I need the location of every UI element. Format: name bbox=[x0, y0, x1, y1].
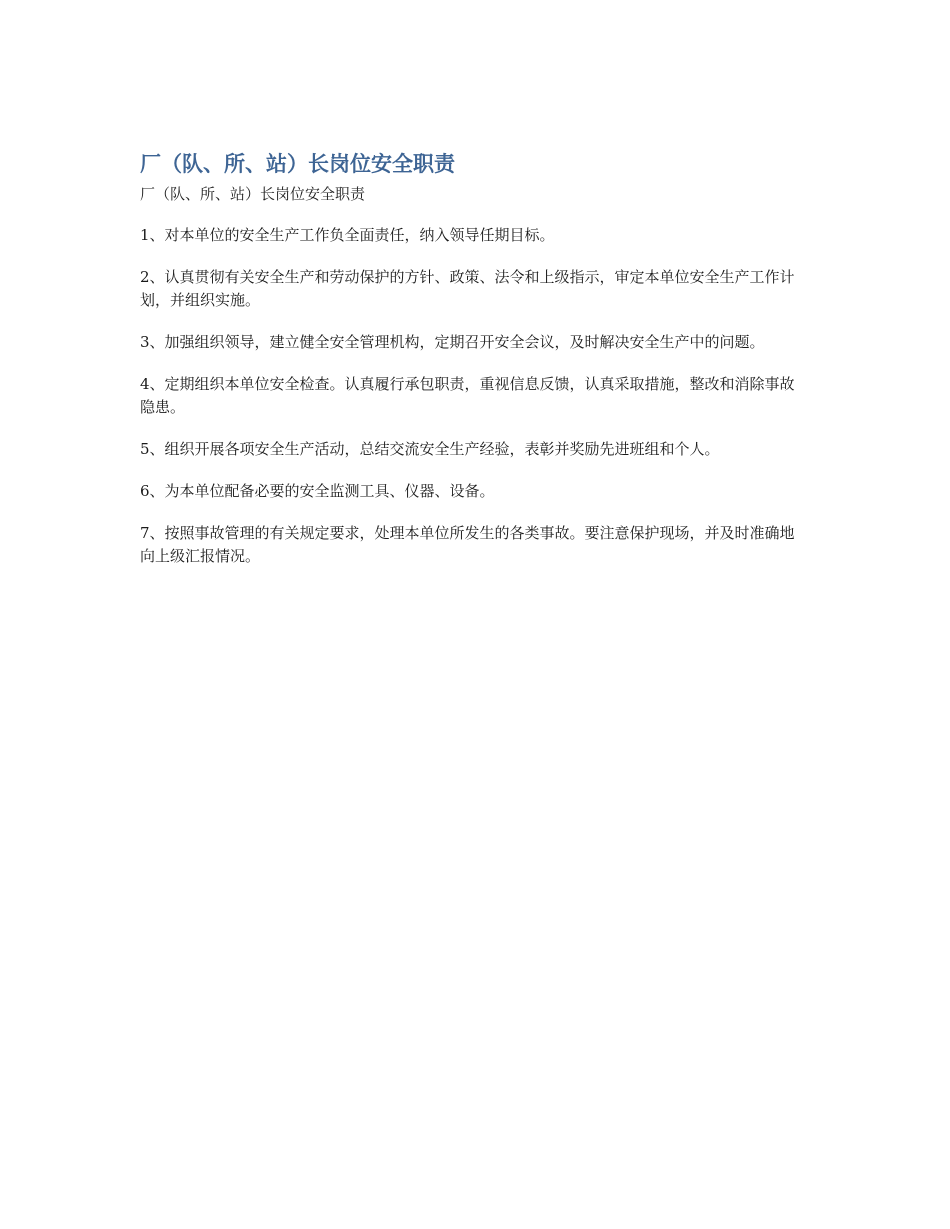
clause-item: 4、定期组织本单位安全检查。认真履行承包职责，重视信息反馈，认真采取措施，整改和消除事故隐患。 bbox=[140, 375, 795, 416]
clause-item: 6、为本单位配备必要的安全监测工具、仪器、设备。 bbox=[140, 482, 495, 500]
clause-item: 2、认真贯彻有关安全生产和劳动保护的方针、政策、法令和上级指示，审定本单位安全生产工作计划，并组织实施。 bbox=[140, 268, 795, 309]
clause-item: 3、加强组织领导，建立健全安全管理机构，定期召开安全会议，及时解决安全生产中的问题。 bbox=[140, 333, 765, 351]
document-subtitle: 厂（队、所、站）长岗位安全职责 bbox=[140, 185, 366, 203]
clause-item: 1、对本单位的安全生产工作负全面责任，纳入领导任期目标。 bbox=[140, 226, 555, 244]
clause-item: 7、按照事故管理的有关规定要求，处理本单位所发生的各类事故。要注意保护现场，并及时准确地向上级汇报情况。 bbox=[140, 524, 795, 565]
clause-list bbox=[140, 224, 800, 568]
clause-item: 5、组织开展各项安全生产活动，总结交流安全生产经验，表彰并奖励先进班组和个人。 bbox=[140, 440, 720, 458]
document-page bbox=[140, 148, 800, 587]
document-title: 厂（队、所、站）长岗位安全职责 bbox=[140, 152, 455, 176]
